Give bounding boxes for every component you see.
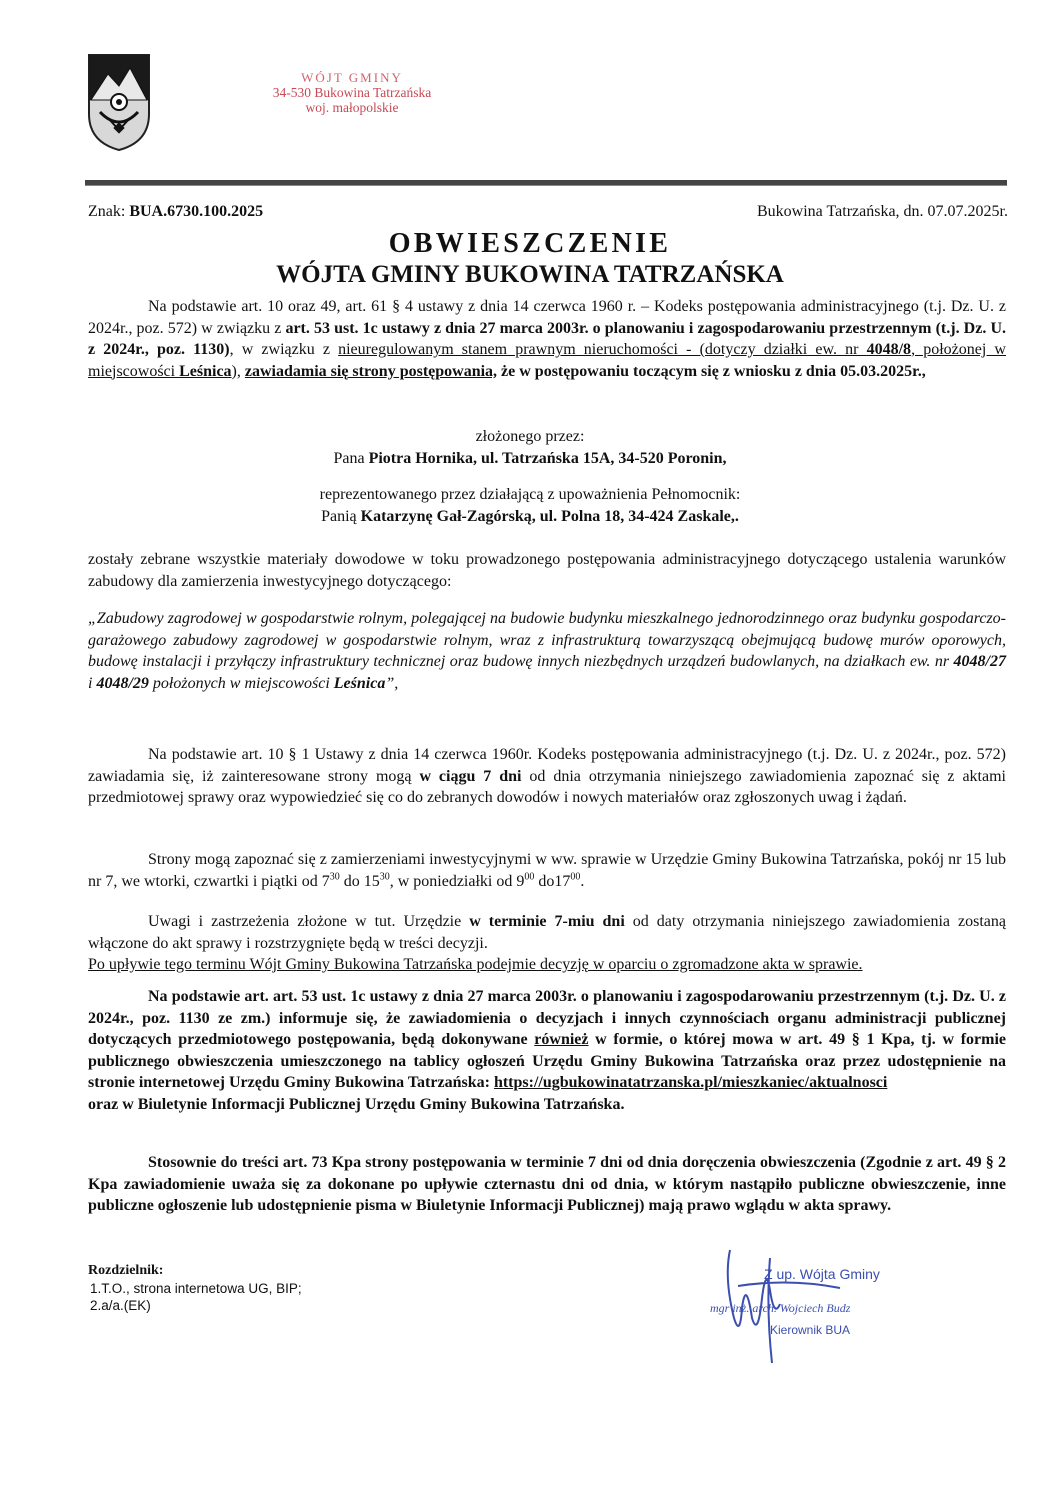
access-rights-paragraph: Stosownie do treści art. 73 Kpa strony postępowania w terminie 7 dni od dnia doręczenia obwieszczenia (Zgodnie z art. 49 § 2 Kpa zawiadomienie uważa się za dokonane po upływie czternastu dni od dnia, w którym nastąpiło publiczne obwieszczenie, inne publiczne ogłoszenie lub udostępnienie pisma w Biuletynie Informacji Publicznej) mają prawo wglądu w akta sprawy. — [88, 1154, 1006, 1214]
coat-of-arms-logo — [86, 52, 152, 152]
stamp-line1: WÓJT GMINY — [301, 70, 403, 85]
website-link[interactable]: https://ugbukowinatatrzanska.pl/mieszkaniec/aktualnosci — [493, 1074, 888, 1091]
distribution-list — [88, 1262, 302, 1315]
document-title: OBWIESZCZENIE — [388, 228, 672, 259]
header-divider — [85, 180, 1007, 185]
office-stamp — [232, 70, 472, 115]
investment-description: „Zabudowy zagrodowej w gospodarstwie rolnym, polegającej na budowie budynku mieszkalnego jednorodzinnego oraz budynku gospodarczo-garażowego zabudowy zagrodowej w gospodarstwie rolnym, wraz z infrastrukturą towarzyszącą obejmującą budowę murów oporowych, budowę instalacji i przyłączy infrastruktury technicznej oraz budowę innych niezbędnych urządzeń budowlanych, na działkach ew. nr 4048/27 i 4048/29 położonych w miejscowości Leśnica”, — [88, 610, 1006, 692]
representative-label: reprezentowanego przez działającą z upoważnienia Pełnomocnik: — [319, 486, 741, 503]
signature-line3: Kierownik BUA — [770, 1323, 851, 1337]
reference — [88, 203, 263, 221]
remarks-paragraph: Uwagi i zastrzeżenia złożone w tut. Urzędzie w terminie 7-miu dni od daty otrzymania niniejszego zawiadomienia zostaną włączone do akt sprawy i rozstrzygnięte będą w treści decyzji. — [88, 913, 1007, 952]
signature-line1: Z up. Wójta Gminy — [764, 1266, 880, 1282]
signature-line2: mgr inż. arch. Wojciech Budz — [710, 1301, 851, 1315]
stamp-line3: woj. małopolskie — [305, 100, 399, 115]
distribution-heading: Rozdzielnik: — [88, 1263, 164, 1278]
distribution-item: 1.T.O., strona internetowa UG, BIP; — [90, 1280, 302, 1296]
office-hours-paragraph: Strony mogą zapoznać się z zamierzeniami inwestycyjnymi w ww. sprawie w Urzędzie Gminy Bukowina Tatrzańska, pokój nr 15 lub nr 7, we wtorki, czwartki i piątki od $7^{30}$ do $15^{30}$, w poniedziałki od $9^{00}$ $do17^{00}$. — [88, 851, 1006, 890]
document-subtitle: WÓJTA GMINY BUKOWINA TATRZAŃSKA — [276, 261, 784, 288]
intro-paragraph: Na podstawie art. 10 oraz 49, art. 61 § 4 ustawy z dnia 14 czerwca 1960 r. – Kodeks postępowania administracyjnego (t.j. Dz. U. z 2024r., poz. 572) w związku z art. 53 ust. 1c ustawy z dnia 27 marca 2003r. o planowaniu i zagospodarowaniu przestrzennym (t.j. Dz. U. z 2024r., poz. 1130), w związku z nieuregulowanym stanem prawnym nieruchomości - (dotyczy działki ew. nr 4048/8, położonej w miejscowości Leśnica), zawiadamia się strony postępowania, że w postępowaniu toczącym się z wniosku z dnia 05.03.2025r., — [88, 298, 1006, 380]
public-notice-paragraph: Na podstawie art. art. 53 ust. 1c ustawy z dnia 27 marca 2003r. o planowaniu i zagospodarowaniu przestrzennym (t.j. Dz. U. z 2024r., poz. 1130 ze zm.) informuje się, że zawiadomienia o decyzjach i innych czynnościach organu administracji publicznej dotyczących przedmiotowego postępowania, będą dokonywane również w formie, o której mowa w art. 49 § 1 Kpa, tj. w formie publicznego obwieszczenia umieszczonego na tablicy ogłoszeń Urzędu Gminy Bukowina Tatrzańska oraz przez udostępnienie na stronie internetowej Urzędu Gminy Bukowina Tatrzańska: https://ugbukowinatatrzanska.pl/mieszkaniec/aktualnosci oraz w Biuletynie Informacji Publicznej Urzędu Gminy Bukowina Tatrzańska. — [88, 988, 1007, 1113]
distribution-item: 2.a/a.(EK) — [90, 1298, 151, 1313]
deadline-note: Po upływie tego terminu Wójt Gminy Bukowina Tatrzańska podejmie decyzję w oparciu o zgromadzone akta w sprawie. — [88, 956, 863, 973]
place-date: Bukowina Tatrzańska, dn. 07.07.2025r. — [757, 203, 1008, 220]
reference-label: Znak: — [88, 203, 126, 220]
materials-paragraph: zostały zebrane wszystkie materiały dowodowe w toku prowadzonego postępowania administracyjnego dotyczącego ustalenia warunków zabudowy dla zamierzenia inwestycyjnego dotyczącego: — [88, 551, 1006, 590]
notice-paragraph: Na podstawie art. 10 § 1 Ustawy z dnia 14 czerwca 1960r. Kodeks postępowania administracyjnego (t.j. Dz. U. z 2024r., poz. 572) zawiadamia się, iż zainteresowane strony mogą w ciągu 7 dni od dnia otrzymania niniejszego zawiadomienia zapoznać się z aktami przedmiotowej sprawy oraz wypowiedzieć się co do zebranych dowodów i nowych materiałów oraz zgłoszonych uwag i żądań. — [88, 746, 1006, 806]
representative-name: Panią Katarzynę Gał-Zagórską, ul. Polna 18, 34-424 Zaskale,. — [321, 508, 739, 525]
stamp-line2: 34-530 Bukowina Tatrzańska — [272, 85, 432, 100]
applicant-name: Pana Piotra Hornika, ul. Tatrzańska 15A, 34-520 Poronin, — [333, 450, 727, 467]
reference-number: BUA.6730.100.2025 — [129, 203, 264, 220]
signature-block — [700, 1238, 940, 1368]
applicant-label: złożonego przez: — [475, 428, 585, 445]
